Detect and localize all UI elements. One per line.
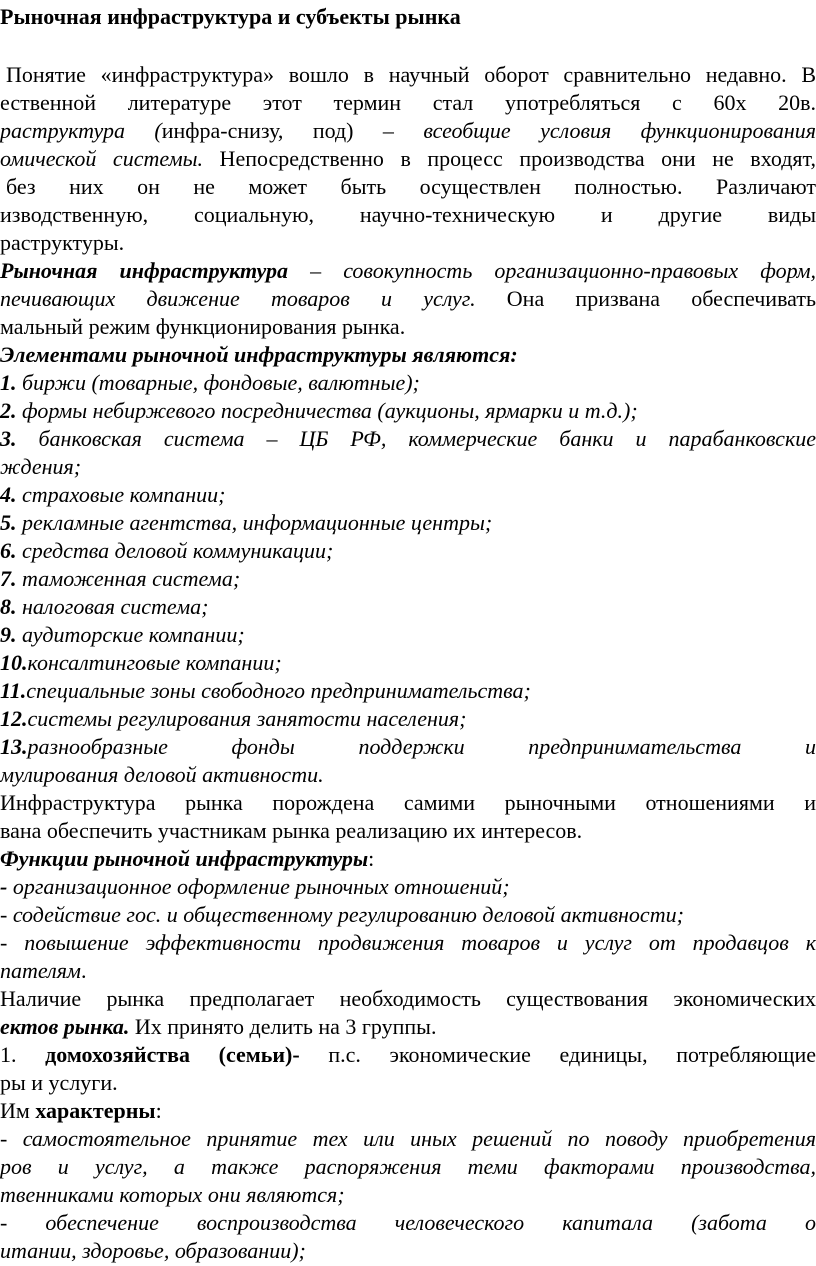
market-infra-def-2: печивающих движение товаров и услуг. — [0, 286, 476, 311]
trait-item-continuation: итании, здоровье, образовании); — [0, 1238, 306, 1263]
traits-heading-line — [0, 1096, 816, 1126]
list-item-text: системы регулирования занятости населения; — [27, 706, 467, 731]
list-item — [0, 704, 816, 734]
market-infra-line-2 — [0, 284, 816, 314]
group-1-line-1 — [0, 1040, 816, 1070]
list-item-number: 8. — [0, 594, 17, 619]
intro-line-5: без них он не может быть осуществлен полностью. Различают — [6, 174, 816, 199]
functions-colon: : — [368, 846, 375, 871]
list-item-text: формы небиржевого посредничества (аукционы, ярмарки и т.д.); — [22, 398, 638, 423]
market-infra-dash: – — [288, 258, 344, 283]
function-text: организационное оформление рыночных отношений; — [7, 874, 510, 899]
list-item — [0, 592, 816, 622]
trait-item: - обеспечение воспроизводства человеческого капитала (забота о — [0, 1210, 816, 1235]
functions-heading: Функции рыночной инфраструктуры — [0, 846, 369, 871]
function-item-continuation — [0, 956, 816, 986]
subjects-line-2 — [0, 1012, 816, 1042]
subjects-line-1: Наличие рынка предполагает необходимость существования экономических — [0, 986, 816, 1011]
group-1-term: домохозяйства (семьи)- — [45, 1042, 300, 1067]
function-item: - повышение эффективности продвижения товаров и услуг от продавцов к — [0, 930, 816, 955]
intro-line-4-rest: Непосредственно в процесс производства они не входят, — [203, 146, 816, 171]
traits-lead: Им — [0, 1098, 36, 1123]
list-item — [0, 396, 816, 426]
elements-heading: Элементами рыночной инфраструктуры являются: — [0, 342, 518, 367]
list-item — [0, 620, 816, 650]
group-1-line-2: ры и услуги. — [0, 1070, 118, 1095]
list-item-text: банковская система – ЦБ РФ, коммерческие банки и парабанковские — [38, 426, 816, 451]
list-item-text: консалтинговые компании; — [27, 650, 282, 675]
document-title: Рыночная инфраструктура и субъекты рынка — [0, 4, 461, 29]
origin-line-2: вана обеспечить участникам рынка реализацию их интересов. — [0, 818, 583, 843]
infra-definition-end: омической системы. — [0, 146, 204, 171]
list-item-continuation: ждения; — [0, 454, 82, 479]
list-item-number: 9. — [0, 622, 17, 647]
intro-line-3 — [0, 116, 816, 146]
list-item — [0, 508, 816, 538]
intro-line-4 — [0, 144, 816, 174]
list-item — [0, 368, 816, 398]
list-item-text: рекламные агентства, информационные центры; — [22, 510, 493, 535]
functions-heading-line — [0, 844, 816, 874]
list-item-number: 2. — [0, 398, 17, 423]
list-item-number: 3. — [0, 426, 17, 451]
list-item-number: 13. — [0, 734, 28, 759]
trait-item: - самостоятельное принятие тех или иных решений по поводу приобретения — [0, 1126, 816, 1151]
function-cont-text: пателям — [0, 958, 81, 983]
list-item-text: разнообразные фонды поддержки предпринимательства и — [27, 734, 816, 759]
group-1-rest: п.с. экономические единицы, потребляющие — [299, 1042, 816, 1067]
traits-colon: : — [155, 1098, 162, 1123]
list-item — [0, 732, 816, 762]
infra-etymology: инфра-снизу, под) – — [161, 118, 424, 143]
subjects-rest: Их принято делить на 3 группы. — [129, 1014, 437, 1039]
intro-line-2: ественной литературе этот термин стал употребляться с 60х 20в. — [0, 90, 816, 115]
list-item-number: 1. — [0, 370, 17, 395]
list-item-number: 6. — [0, 538, 17, 563]
market-infra-term: Рыночная инфраструктура — [0, 258, 288, 283]
market-infra-line-1 — [0, 256, 816, 286]
list-item-number: 11. — [0, 678, 27, 703]
list-item-text: биржи (товарные, фондовые, валютные); — [22, 370, 420, 395]
subjects-term: ектов рынка. — [0, 1014, 130, 1039]
traits-term: характерны — [35, 1098, 156, 1123]
list-item-continuation: мулирования деловой активности. — [0, 762, 324, 787]
intro-line-7: раструктуры. — [0, 230, 125, 255]
list-item — [0, 648, 816, 678]
group-1-number: 1. — [0, 1042, 46, 1067]
market-infra-def: совокупность организационно-правовых форм, — [343, 258, 816, 283]
infra-term: раструктура ( — [0, 118, 162, 143]
infra-definition: всеобщие условия функционирования — [423, 118, 816, 143]
list-item-text: налоговая система; — [22, 594, 209, 619]
list-item-text: специальные зоны свободного предпринимательства; — [26, 678, 531, 703]
list-item-text: страховые компании; — [22, 482, 226, 507]
list-item — [0, 536, 816, 566]
list-item-text: аудиторские компании; — [22, 622, 245, 647]
intro-line-1: Понятие «инфраструктура» вошло в научный оборот сравнительно недавно. В — [6, 62, 816, 87]
list-item-number: 10. — [0, 650, 28, 675]
list-item-text: таможенная система; — [22, 566, 241, 591]
function-item — [0, 872, 816, 902]
intro-line-6: изводственную, социальную, научно-техническую и другие виды — [0, 202, 816, 227]
market-infra-purpose: Она призвана обеспечивать — [475, 286, 816, 311]
list-item-number: 12. — [0, 706, 28, 731]
list-item-number: 7. — [0, 566, 17, 591]
trait-item-continuation: твенниками которых они являются; — [0, 1182, 345, 1207]
function-dash: - — [0, 874, 8, 899]
list-item — [0, 424, 816, 454]
trait-item-continuation: ров и услуг, а также распоряжения теми факторами производства, — [0, 1154, 816, 1179]
list-item-number: 5. — [0, 510, 17, 535]
list-item — [0, 676, 816, 706]
list-item-number: 4. — [0, 482, 17, 507]
origin-line-1: Инфраструктура рынка порождена самими рыночными отношениями и — [0, 790, 816, 815]
market-infra-line-3: мальный режим функционирования рынка. — [0, 314, 406, 339]
list-item-text: средства деловой коммуникации; — [22, 538, 334, 563]
function-cont-dot: . — [80, 958, 87, 983]
list-item — [0, 480, 816, 510]
function-item: - содействие гос. и общественному регулированию деловой активности; — [0, 902, 684, 927]
list-item — [0, 564, 816, 594]
